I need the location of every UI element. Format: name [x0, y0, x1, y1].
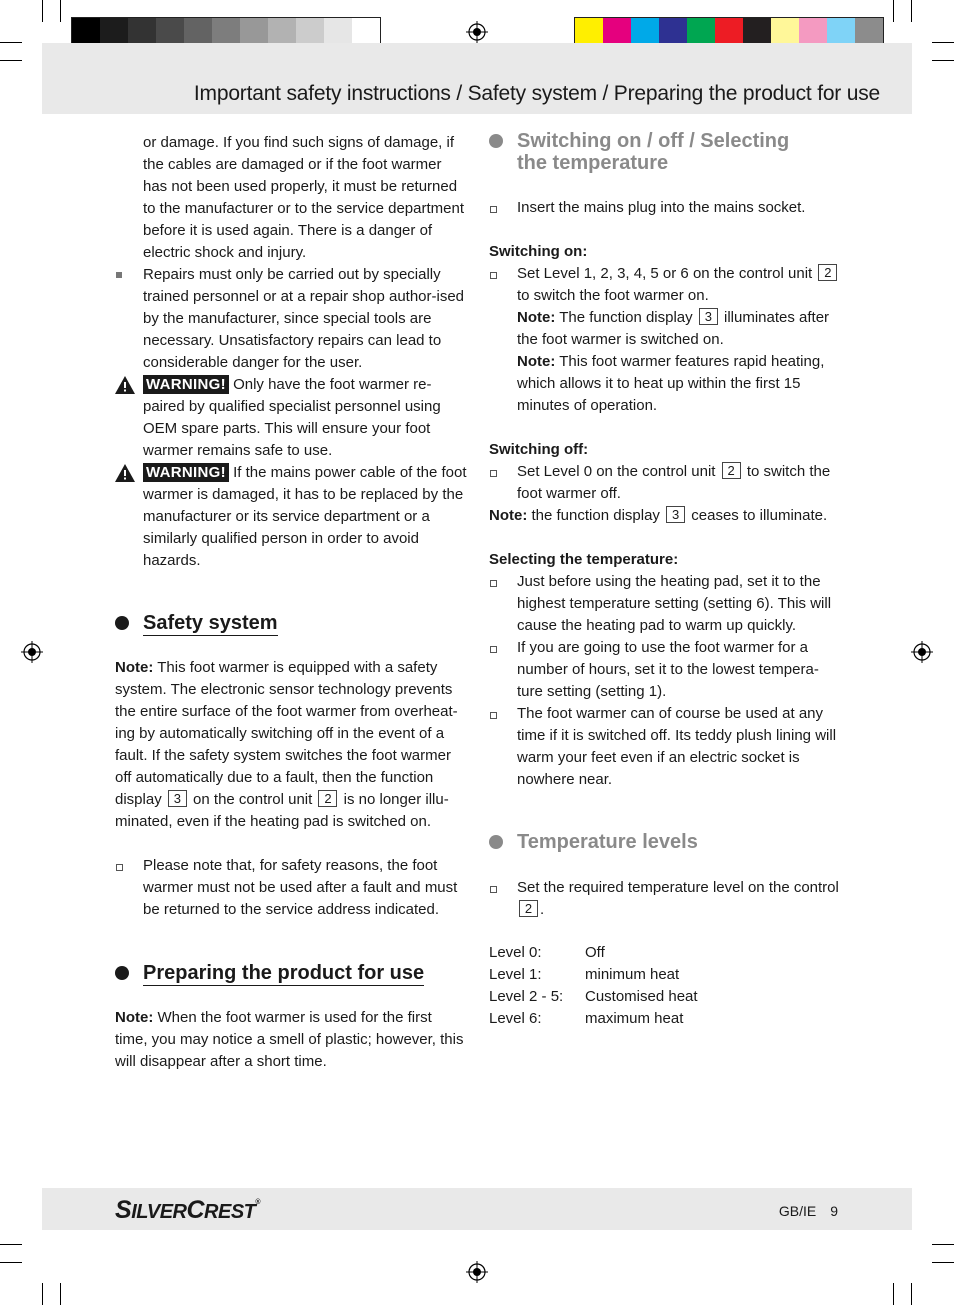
- section-heading: Switching on / off / Selecting the temperature: [489, 130, 841, 174]
- crop-mark: [0, 1262, 22, 1263]
- color-swatch: [771, 18, 799, 45]
- color-swatch: [659, 18, 687, 45]
- crop-mark: [0, 1244, 22, 1245]
- crop-mark: [911, 1283, 912, 1305]
- color-swatch: [603, 18, 631, 45]
- crop-mark: [932, 42, 954, 43]
- checkbox-bullet-icon: [490, 206, 497, 213]
- checkbox-bullet-icon: [116, 864, 123, 871]
- color-swatch: [296, 18, 324, 45]
- bullet-dot-icon: [115, 966, 129, 980]
- checkbox-bullet-icon: [490, 580, 497, 587]
- registration-mark-icon: [911, 641, 933, 663]
- checkbox-bullet-icon: [490, 470, 497, 477]
- level-description: minimum heat: [585, 966, 680, 983]
- color-swatch: [827, 18, 855, 45]
- list-item: Please note that, for safety reasons, the foot warmer must not be used after a fault and must be returned to the service address indicated.: [115, 855, 467, 921]
- bullet-dot-icon: [489, 134, 503, 148]
- warning-label: WARNING!: [143, 375, 229, 394]
- reference-number: 3: [699, 308, 718, 325]
- temperature-levels-section: [489, 831, 841, 1030]
- level-description: Customised heat: [585, 988, 698, 1005]
- color-swatch: [240, 18, 268, 45]
- warning-triangle-icon: [115, 376, 135, 394]
- continuation-paragraph: or damage. If you find such signs of damage, if the cables are damaged or if the foot warmer has not been used properly, it must be returned to the manufacturer or to the service department before it is used again. There is a danger of electric shock and injury.: [143, 134, 464, 261]
- crop-mark: [932, 60, 954, 61]
- crop-mark: [911, 0, 912, 22]
- levels-table: [489, 942, 841, 1030]
- color-swatch: [184, 18, 212, 45]
- list-item: Insert the mains plug into the mains socket.: [489, 197, 841, 219]
- color-swatch: [631, 18, 659, 45]
- list-item: Set the required temperature level on the control 2 .: [489, 877, 841, 921]
- section-heading: Preparing the product for use: [115, 962, 467, 984]
- color-swatch: [324, 18, 352, 45]
- warning-item: WARNING! If the mains power cable of the foot warmer is damaged, it has to be replaced by the manufacturer or its service department or a similarly qualified person in order to avoid hazards.: [115, 462, 467, 572]
- color-swatch: [128, 18, 156, 45]
- list-item: If you are going to use the foot warmer for a number of hours, set it to the lowest tempera-ture setting (setting 1).: [489, 637, 841, 703]
- list-item: Just before using the heating pad, set it to the highest temperature setting (setting 6). This will cause the heating pad to warm up quickly.: [489, 571, 841, 637]
- crop-mark: [932, 1262, 954, 1263]
- page-title: Important safety instructions / Safety system / Preparing the product for use: [193, 82, 880, 105]
- off-note: Note: the function display 3 ceases to illuminate.: [489, 507, 828, 524]
- left-column: [115, 132, 467, 572]
- registration-mark-icon: [466, 1261, 488, 1283]
- color-swatch: [799, 18, 827, 45]
- list-item: Set Level 0 on the control unit 2 to switch the foot warmer off.: [489, 461, 841, 505]
- level-label: Level 6:: [489, 1010, 542, 1027]
- checkbox-bullet-icon: [490, 886, 497, 893]
- section-heading: Temperature levels: [489, 831, 841, 853]
- level-label: Level 2 - 5:: [489, 988, 564, 1005]
- level-description: maximum heat: [585, 1010, 684, 1027]
- grayscale-color-bar: [71, 17, 381, 46]
- crop-mark: [0, 60, 22, 61]
- crop-mark: [60, 0, 61, 22]
- color-swatch: [743, 18, 771, 45]
- color-swatch: [715, 18, 743, 45]
- level-label: Level 1:: [489, 966, 542, 983]
- registration-mark-icon: [21, 641, 43, 663]
- level-description: Off: [585, 944, 605, 961]
- crop-mark: [893, 1283, 894, 1305]
- reference-number: 2: [818, 264, 837, 281]
- crop-mark: [42, 1283, 43, 1305]
- safety-system-section: [115, 612, 467, 921]
- checkbox-bullet-icon: [490, 646, 497, 653]
- warning-triangle-icon: [115, 464, 135, 482]
- prep-note: Note: When the foot warmer is used for the first time, you may notice a smell of plastic; however, this will disappear after a short time.: [115, 1009, 464, 1070]
- right-column: [489, 130, 841, 791]
- level-label: Level 0:: [489, 944, 542, 961]
- crop-mark: [893, 0, 894, 22]
- crop-mark: [0, 42, 22, 43]
- warning-item: WARNING! Only have the foot warmer re-paired by qualified specialist personnel using OEM spare parts. This will ensure your foot warmer remains safe to use.: [115, 374, 467, 462]
- reference-number: 3: [168, 790, 187, 807]
- region-label: GB/IE: [778, 1203, 817, 1219]
- preparing-section: [115, 962, 467, 1073]
- reference-number: 3: [666, 506, 685, 523]
- color-swatch: [855, 18, 883, 45]
- color-swatch: [72, 18, 100, 45]
- safety-note: Note: This foot warmer is equipped with a safety system. The electronic sensor technology prevents the entire surface of the foot warmer from overheat-ing by automatically switching off in the event of a fault. If the safety system switches the foot warmer off automatically due to a fault, then the function display 3 on the control unit 2 is no longer illu-minated, even if the heating pad is switched on.: [115, 659, 458, 830]
- color-swatch: [352, 18, 380, 45]
- crop-mark: [42, 0, 43, 22]
- color-swatch: [575, 18, 603, 45]
- bullet-dot-icon: [115, 616, 129, 630]
- list-item: The foot warmer can of course be used at any time if it is switched off. Its teddy plush lining will warm your feet even if an electric socket is nowhere near.: [489, 703, 841, 791]
- reference-number: 2: [722, 462, 741, 479]
- process-color-bar: [574, 17, 884, 46]
- registration-mark-icon: [466, 21, 488, 43]
- list-item: Set Level 1, 2, 3, 4, 5 or 6 on the control unit 2 to switch the foot warmer on. Note: The function display 3 illuminates after the foot warmer is switched on. Note: This foot warmer features rapid heating, which allows it to heat up within the first 15 minutes of operation.: [489, 263, 841, 417]
- color-swatch: [212, 18, 240, 45]
- list-item: Repairs must only be carried out by specially trained personnel or at a repair shop author-ised by the manufacturer, since special tools are necessary. Unsatisfactory repairs can lead to considerable danger for the user.: [115, 264, 467, 374]
- reference-number: 2: [318, 790, 337, 807]
- checkbox-bullet-icon: [490, 272, 497, 279]
- subheading: Switching off:: [489, 441, 589, 458]
- square-bullet-icon: [116, 272, 122, 278]
- page-number: 9: [830, 1203, 838, 1219]
- page-footer-info: [779, 1203, 838, 1219]
- color-swatch: [268, 18, 296, 45]
- section-heading: Safety system: [115, 612, 467, 634]
- checkbox-bullet-icon: [490, 712, 497, 719]
- crop-mark: [60, 1283, 61, 1305]
- color-swatch: [687, 18, 715, 45]
- warning-label: WARNING!: [143, 463, 229, 482]
- color-swatch: [100, 18, 128, 45]
- brand-logo: SILVERCREST®: [115, 1196, 261, 1224]
- subheading: Selecting the temperature:: [489, 551, 679, 568]
- crop-mark: [932, 1244, 954, 1245]
- subheading: Switching on:: [489, 243, 588, 260]
- bullet-dot-icon: [489, 835, 503, 849]
- color-swatch: [156, 18, 184, 45]
- reference-number: 2: [519, 900, 538, 917]
